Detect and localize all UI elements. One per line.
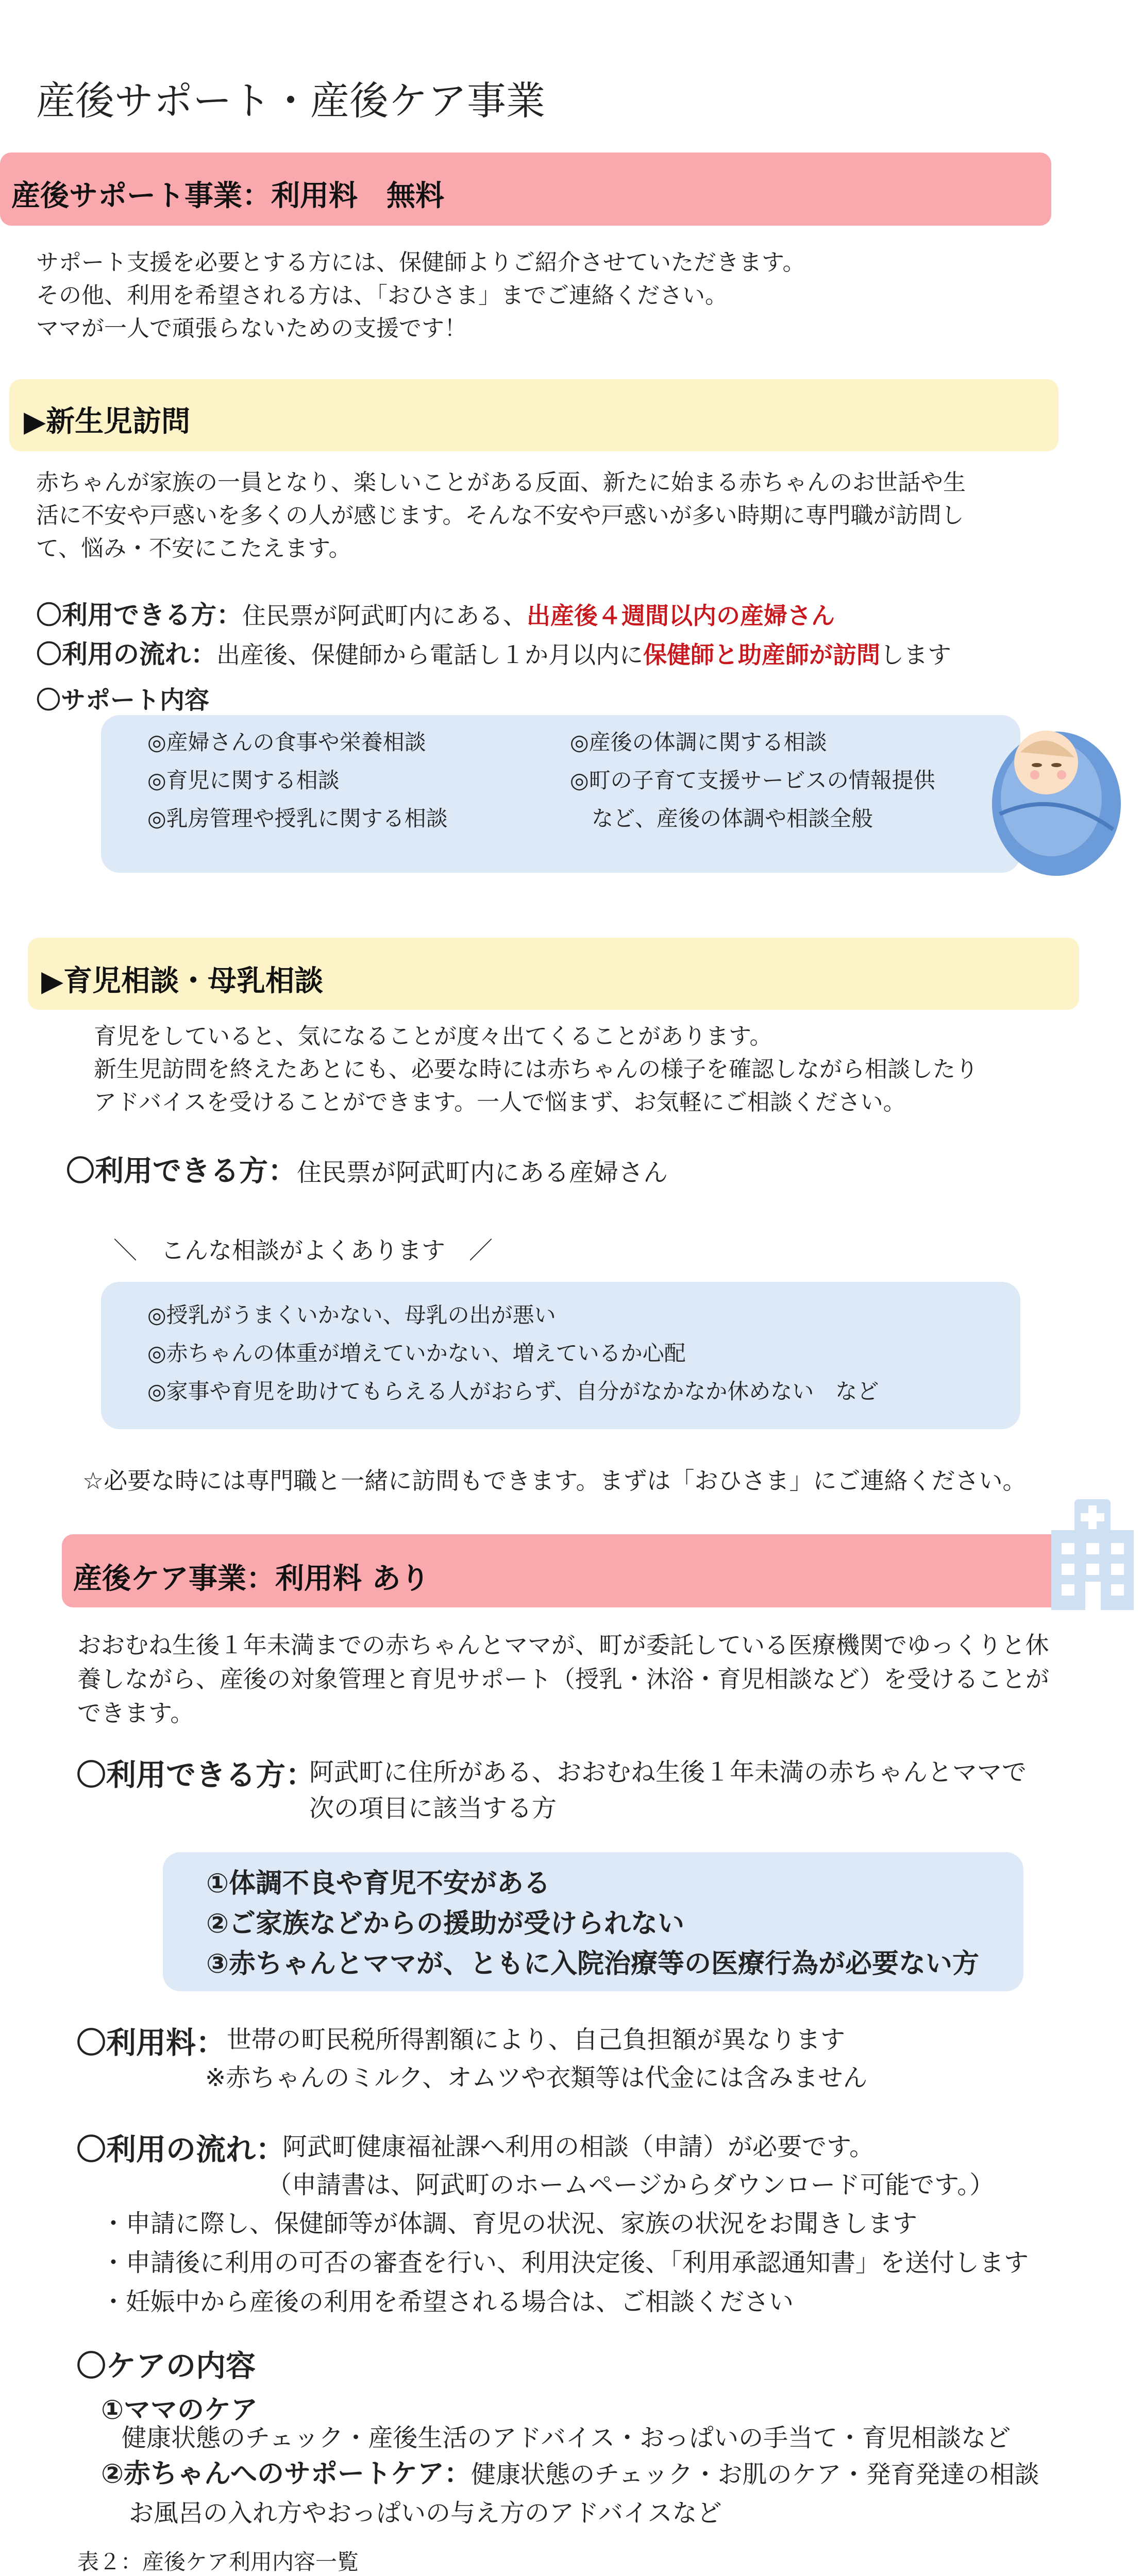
care-eligible-label: 〇利用できる方： [76, 1757, 316, 1792]
intro-line: 養しながら、産後の対象管理と育児サポート（授乳・沐浴・育児相談など）を受けることが [77, 1665, 1049, 1693]
baby-care-text2: お風呂の入れ方やおっぱいの与え方のアドバイスなど [129, 2499, 722, 2528]
intro-line: て、悩み・不安にこたえます。 [36, 535, 351, 562]
newborn-intro [36, 466, 966, 565]
condition-item: ②ご家族などからの援助が受けられない [206, 1908, 685, 1939]
content-item: ◎産後の体調に関する相談 [570, 730, 827, 755]
consult-item: ◎家事や育児を助けてもらえる人がおらず、自分がなかなか休めない など [147, 1379, 879, 1404]
care-intro [77, 1628, 1049, 1730]
support-line: サポート支援を必要とする方には、保健師よりご紹介させていただきます。 [36, 249, 805, 276]
baby-care-label: ②赤ちゃんへのサポートケア： [101, 2459, 471, 2489]
care-content-label: 〇ケアの内容 [76, 2348, 256, 2383]
baby-care-text: 健康状態のチェック・お肌のケア・発育発達の相談 [470, 2460, 1039, 2489]
condition-item: ③赤ちゃんとママが、ともに入院治療等の医療行為が必要ない方 [206, 1948, 980, 1979]
flow-tail: します [880, 641, 951, 669]
page-title: 産後サポート・産後ケア事業 [36, 78, 545, 124]
intro-line: 赤ちゃんが家族の一員となり、楽しいことがある反面、新たに始まる赤ちゃんのお世話や生 [36, 469, 966, 496]
consult-note: ☆必要な時には専門職と一緒に訪問もできます。まずは「おひさま」にご連絡ください。 [82, 1467, 1027, 1495]
eligible-text: 住民票が阿武町内にある、 [242, 602, 527, 630]
consult-banner [28, 938, 1079, 1010]
care-banner [62, 1534, 1072, 1607]
content-item: ◎育児に関する相談 [147, 768, 340, 793]
support-banner-text: 産後サポート事業：利用料 無料 [11, 179, 444, 213]
newborn-banner [9, 379, 1058, 451]
care-fee-text [205, 2021, 868, 2097]
flow-text: 出産後、保健師から電話し１か月以内に [216, 641, 643, 669]
consult-intro [94, 1020, 978, 1119]
consult-banner-text: ▶育児相談・母乳相談 [41, 964, 324, 998]
newborn-content-box [101, 715, 1020, 873]
content-item: ◎乳房管理や授乳に関する相談 [147, 806, 448, 831]
flow-highlight: 保健師と助産師が訪問 [643, 641, 880, 669]
flow-line: （申請書は、阿武町のホームページからダウンロード可能です。） [267, 2171, 995, 2199]
flow-label: 〇利用の流れ： [36, 639, 216, 669]
eligible-line: 次の項目に該当する方 [309, 1794, 557, 1823]
newborn-eligible [36, 599, 835, 632]
condition-item: ①体調不良や育児不安がある [206, 1868, 551, 1899]
flow-bullet: ・申請に際し、保健師等が体調、育児の状況、家族の状況をお聞きします [101, 2209, 918, 2238]
eligible-line: 阿武町に住所がある、おおむね生後１年未満の赤ちゃんとママで [309, 1758, 1027, 1787]
newborn-banner-text: ▶新生児訪問 [24, 405, 191, 438]
mama-care-label: ①ママのケア [101, 2395, 258, 2426]
newborn-flow [36, 638, 951, 671]
care-flow-bullets [101, 2204, 1029, 2321]
consult-items [147, 1296, 879, 1411]
consult-often-heading: ＼ こんな相談がよくあります ／ [113, 1236, 493, 1264]
support-banner [0, 152, 1051, 226]
newborn-items-left [147, 723, 448, 838]
content-item: ◎町の子育て支援サービスの情報提供 [570, 768, 935, 793]
hospital-icon [1046, 1494, 1139, 1613]
eligible-label: 〇利用できる方： [66, 1155, 297, 1188]
swaddled-baby-icon [979, 711, 1134, 881]
fee-line: 世帯の町民税所得割額により、自己負担額が異なります [227, 2025, 846, 2054]
table-caption: 表２：産後ケア利用内容一覧 [77, 2549, 359, 2574]
fee-line: ※赤ちゃんのミルク、オムツや衣類等は代金には含みません [205, 2063, 868, 2092]
eligible-highlight: 出産後４週間以内の産婦さん [527, 602, 835, 630]
consult-item: ◎赤ちゃんの体重が増えていかない、増えているか心配 [147, 1341, 686, 1366]
eligible-label: 〇利用できる方： [36, 600, 242, 630]
intro-line: 新生児訪問を終えたあとにも、必要な時には赤ちゃんの様子を確認しながら相談したり [94, 1056, 978, 1082]
care-conditions [206, 1863, 979, 1984]
intro-line: おおむね生後１年未満までの赤ちゃんとママが、町が委託している医療機関でゆっくりと休 [77, 1631, 1049, 1659]
care-flow-text [267, 2128, 995, 2204]
content-item: ◎産婦さんの食事や栄養相談 [147, 730, 426, 755]
intro-line: 活に不安や戸惑いを多くの人が感じます。そんな不安や戸惑いが多い時期に専門職が訪問し [36, 502, 964, 529]
care-conditions-box [163, 1852, 1023, 1991]
intro-line: できます。 [77, 1699, 194, 1727]
consult-item: ◎授乳がうまくいかない、母乳の出が悪い [147, 1302, 556, 1328]
flow-line: 阿武町健康福祉課へ利用の相談（申請）が必要です。 [282, 2132, 875, 2161]
consult-eligible [66, 1155, 668, 1189]
baby-care [101, 2458, 1039, 2491]
care-flow-label: 〇利用の流れ： [76, 2132, 286, 2167]
intro-line: 育児をしていると、気になることが度々出てくることがあります。 [94, 1023, 772, 1049]
intro-line: アドバイスを受けることができます。一人で悩まず、お気軽にご相談ください。 [94, 1089, 906, 1115]
care-banner-text: 産後ケア事業：利用料 あり [73, 1562, 430, 1596]
care-fee-label: 〇利用料： [76, 2025, 226, 2060]
care-eligible-text [309, 1754, 1027, 1826]
flow-bullet: ・申請後に利用の可否の審査を行い、利用決定後、「利用承認通知書」を送付します [101, 2248, 1029, 2277]
flow-bullet: ・妊娠中から産後の利用を希望される場合は、ご相談ください [101, 2287, 794, 2316]
support-line: ママが一人で頑張らないための支援です！ [36, 315, 467, 342]
newborn-content-label: 〇サポート内容 [36, 686, 210, 715]
support-text [36, 246, 805, 345]
consult-items-box [101, 1282, 1020, 1429]
support-line: その他、利用を希望される方は、「おひさま」までご連絡ください。 [36, 282, 728, 309]
eligible-text: 住民票が阿武町内にある産婦さん [297, 1158, 668, 1187]
content-item: など、産後の体調や相談全般 [570, 806, 873, 831]
mama-care-text: 健康状態のチェック・産後生活のアドバイス・おっぱいの手当て・育児相談など [122, 2424, 1011, 2452]
newborn-items-right [570, 723, 935, 838]
